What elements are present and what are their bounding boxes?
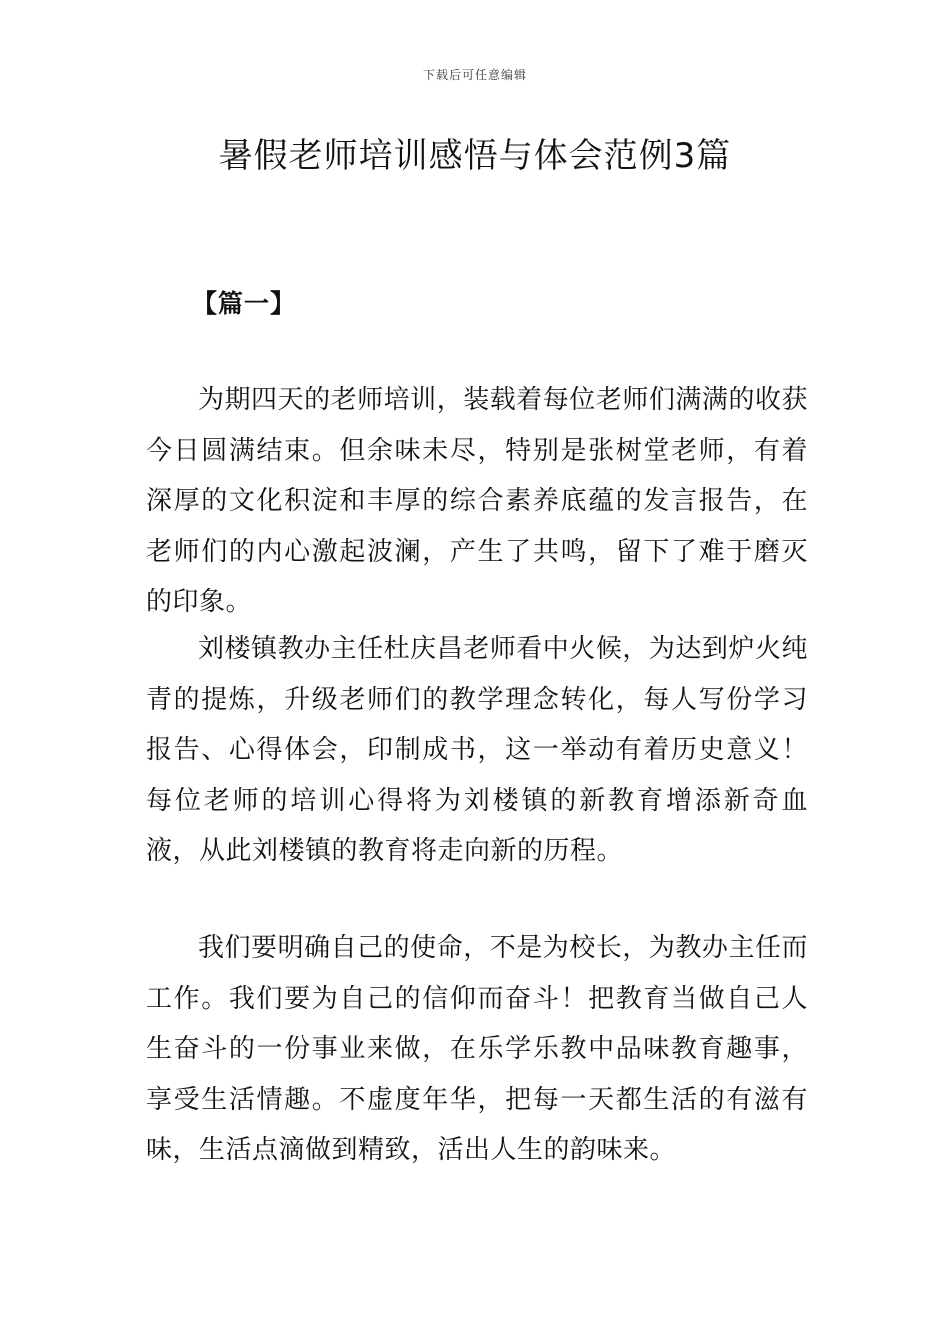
body-paragraph: 刘楼镇教办主任杜庆昌老师看中火候，为达到炉火纯青的提炼，升级老师们的教学理念转化，每人写份学习报告、心得体会，印制成书，这一举动有着历史意义！每位老师的培训心得将为刘楼镇的新教育增添新奇血液，从此刘楼镇的教育将走向新的历程。	[146, 634, 808, 866]
body-paragraph: 我们要明确自己的使命，不是为校长，为教办主任而工作。我们要为自己的信仰而奋斗！把教育当做自己人生奋斗的一份事业来做，在乐学乐教中品味教育趣事，享受生活情趣。不虚度年华，把每一天都生活的有滋有味，生活点滴做到精致，活出人生的韵味来。	[146, 933, 808, 1165]
body-paragraph: 为期四天的老师培训，装载着每位老师们满满的收获今日圆满结束。但余味未尽，特别是张树堂老师，有着深厚的文化积淀和丰厚的综合素养底蕴的发言报告，在老师们的内心激起波澜，产生了共鸣，留下了难于磨灭的印象。	[146, 385, 808, 617]
header-note: 下载后可任意编辑	[422, 68, 527, 82]
section-heading: 【篇一】	[192, 289, 297, 318]
document-title: 暑假老师培训感悟与体会范例3篇	[218, 136, 732, 176]
